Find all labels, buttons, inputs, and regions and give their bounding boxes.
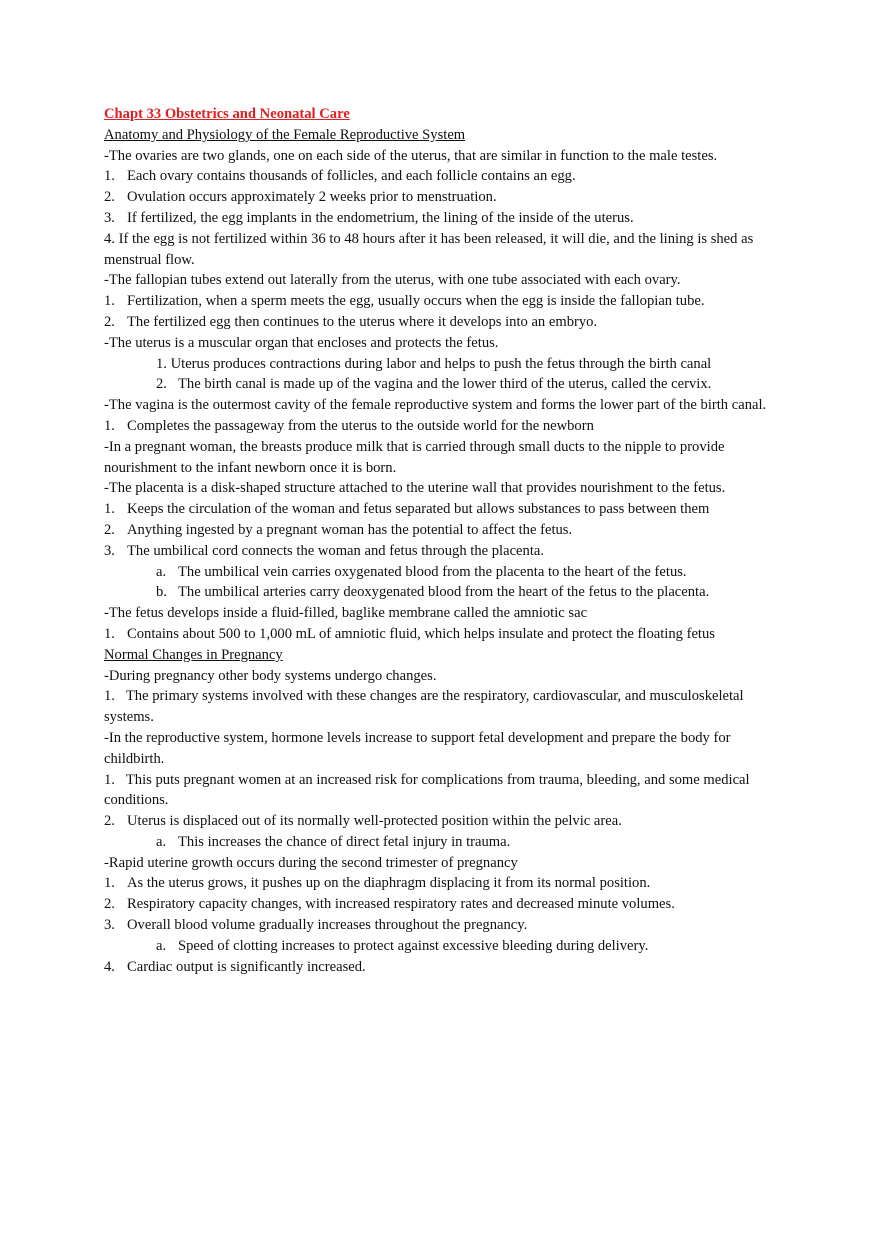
list-marker: 2. xyxy=(104,189,115,206)
list-text: Ovulation occurs approximately 2 weeks prior to menstruation. xyxy=(127,189,497,206)
list-marker: 1. xyxy=(104,417,115,434)
paragraph: -The ovaries are two glands, one on each side of the uterus, that are similar in function to the male testes. xyxy=(104,147,718,164)
list-text: Cardiac output is significantly increased. xyxy=(127,958,366,975)
list-item xyxy=(104,166,784,187)
sub-list-item xyxy=(104,936,784,957)
list-item xyxy=(104,520,784,541)
list-text: Contains about 500 to 1,000 mL of amniotic fluid, which helps insulate and protect the floating fetus xyxy=(127,625,715,642)
list-item xyxy=(104,915,784,936)
list-marker: 1. xyxy=(104,168,115,185)
document-title: Chapt 33 Obstetrics and Neonatal Care xyxy=(104,106,350,122)
document-body xyxy=(104,125,784,978)
list-item xyxy=(104,208,784,229)
paragraph: -The fetus develops inside a fluid-filled, baglike membrane called the amniotic sac xyxy=(104,605,588,622)
list-marker: 2. xyxy=(104,313,115,330)
list-marker: 1. xyxy=(104,625,115,642)
paragraph: -The placenta is a disk-shaped structure attached to the uterine wall that provides nourishment to the fetus. xyxy=(104,480,726,497)
list-marker: 4. xyxy=(104,958,115,975)
paragraph: -The uterus is a muscular organ that encloses and protects the fetus. xyxy=(104,334,499,351)
list-marker: 2. xyxy=(156,376,167,393)
list-marker: 1. xyxy=(104,293,115,310)
list-marker: 2. xyxy=(104,521,115,538)
list-text: As the uterus grows, it pushes up on the diaphragm displacing it from its normal position. xyxy=(127,875,651,892)
list-item: 1. The primary systems involved with these changes are the respiratory, cardiovascular, and musculoskeletal systems. xyxy=(104,688,744,726)
list-item xyxy=(104,894,784,915)
sub-list-item xyxy=(104,374,784,395)
section-heading: Anatomy and Physiology of the Female Reproductive System xyxy=(104,126,466,143)
list-text: The birth canal is made up of the vagina and the lower third of the uterus, called the cervix. xyxy=(178,376,712,393)
list-text: This increases the chance of direct fetal injury in trauma. xyxy=(178,833,511,850)
list-item xyxy=(104,187,784,208)
list-item xyxy=(104,541,784,562)
list-text: The fertilized egg then continues to the uterus where it develops into an embryo. xyxy=(127,313,598,330)
list-text: The umbilical cord connects the woman and fetus through the placenta. xyxy=(127,542,544,559)
list-marker: b. xyxy=(156,584,167,601)
list-text: Overall blood volume gradually increases throughout the pregnancy. xyxy=(127,917,528,934)
list-text: If fertilized, the egg implants in the endometrium, the lining of the inside of the uterus. xyxy=(127,209,634,226)
list-marker: 1. xyxy=(104,501,115,518)
paragraph: -The fallopian tubes extend out laterally from the uterus, with one tube associated with each ovary. xyxy=(104,272,681,289)
list-text: Anything ingested by a pregnant woman has the potential to affect the fetus. xyxy=(127,521,573,538)
paragraph: 4. If the egg is not fertilized within 36 to 48 hours after it has been released, it will die, and the lining is shed as menstrual flow. xyxy=(104,230,754,268)
list-marker: 3. xyxy=(104,209,115,226)
paragraph: -In the reproductive system, hormone levels increase to support fetal development and prepare the body for childbirth. xyxy=(104,729,731,767)
list-item xyxy=(104,312,784,333)
indented-item: 1. Uterus produces contractions during labor and helps to push the fetus through the birth canal xyxy=(156,355,712,372)
list-text: Respiratory capacity changes, with increased respiratory rates and decreased minute volumes. xyxy=(127,896,675,913)
list-item xyxy=(104,624,784,645)
list-item xyxy=(104,811,784,832)
list-item xyxy=(104,416,784,437)
list-marker: 1. xyxy=(104,875,115,892)
paragraph: -The vagina is the outermost cavity of the female reproductive system and forms the lower part of the birth canal. xyxy=(104,397,767,414)
list-text: Completes the passageway from the uterus to the outside world for the newborn xyxy=(127,417,594,434)
list-text: Speed of clotting increases to protect against excessive bleeding during delivery. xyxy=(178,937,649,954)
list-marker: 3. xyxy=(104,542,115,559)
list-item xyxy=(104,499,784,520)
list-marker: a. xyxy=(156,563,167,580)
list-marker: 3. xyxy=(104,917,115,934)
paragraph: -Rapid uterine growth occurs during the second trimester of pregnancy xyxy=(104,854,518,871)
section-heading: Normal Changes in Pregnancy xyxy=(104,646,283,663)
list-text: Uterus is displaced out of its normally well-protected position within the pelvic area. xyxy=(127,813,622,830)
list-text: Keeps the circulation of the woman and fetus separated but allows substances to pass between them xyxy=(127,501,710,518)
list-item xyxy=(104,957,784,978)
sub-list-item xyxy=(104,562,784,583)
list-item xyxy=(104,873,784,894)
list-marker: a. xyxy=(156,833,167,850)
paragraph: -During pregnancy other body systems undergo changes. xyxy=(104,667,437,684)
list-text: Each ovary contains thousands of follicles, and each follicle contains an egg. xyxy=(127,168,576,185)
list-marker: 2. xyxy=(104,896,115,913)
list-text: The umbilical arteries carry deoxygenated blood from the heart of the fetus to the placenta. xyxy=(178,584,710,601)
list-marker: 2. xyxy=(104,813,115,830)
list-item xyxy=(104,291,784,312)
sub-list-item xyxy=(104,832,784,853)
document-page xyxy=(104,104,784,977)
sub-list-item xyxy=(104,582,784,603)
list-marker: a. xyxy=(156,937,167,954)
list-item: 1. This puts pregnant women at an increased risk for complications from trauma, bleeding, and some medical conditions. xyxy=(104,771,750,809)
paragraph: -In a pregnant woman, the breasts produce milk that is carried through small ducts to the nipple to provide nourishment to the infant newborn once it is born. xyxy=(104,438,725,476)
list-text: Fertilization, when a sperm meets the egg, usually occurs when the egg is inside the fallopian tube. xyxy=(127,293,705,310)
list-text: The umbilical vein carries oxygenated blood from the placenta to the heart of the fetus. xyxy=(178,563,687,580)
